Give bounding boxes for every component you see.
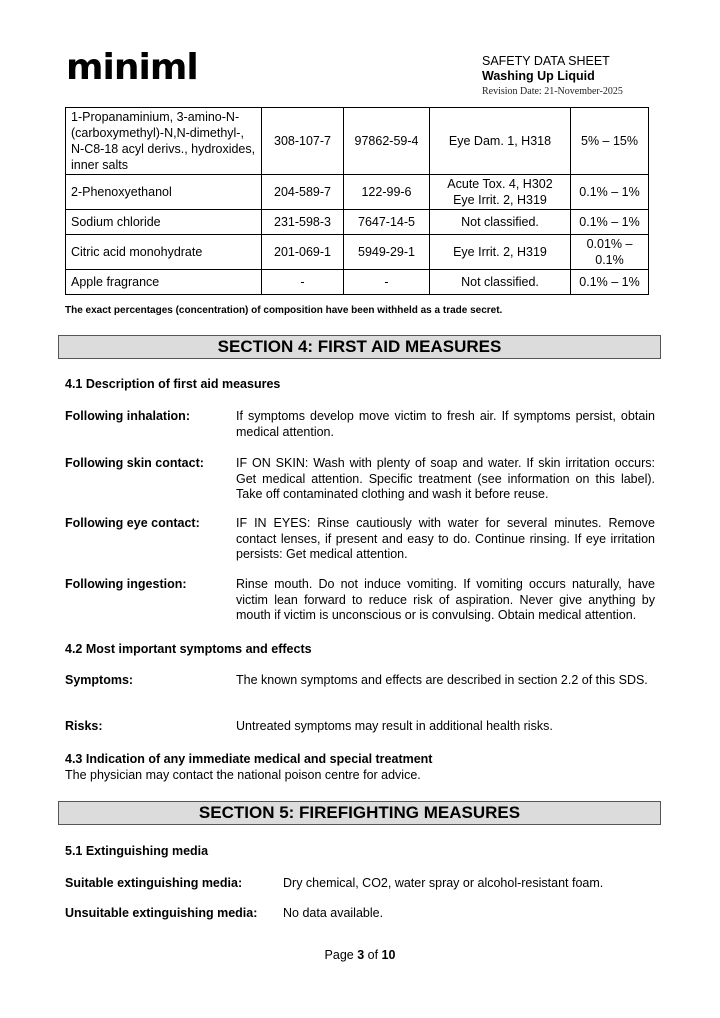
table-row [66, 210, 649, 235]
product-name: Washing Up Liquid [482, 69, 595, 83]
table-row [66, 175, 649, 210]
cas-number: 97862-59-4 [344, 108, 430, 175]
symptoms-text: The known symptoms and effects are described in section 2.2 of this SDS. [236, 673, 648, 687]
table-row [66, 270, 649, 295]
subsection-4-2-heading: 4.2 Most important symptoms and effects [65, 642, 312, 656]
composition-note: The exact percentages (concentration) of composition have been withheld as a trade secret. [65, 305, 503, 316]
section-4-heading: SECTION 4: FIRST AID MEASURES [58, 335, 661, 359]
eye-contact-label: Following eye contact: [65, 516, 200, 530]
classification: Acute Tox. 4, H302 Eye Irrit. 2, H319 [430, 175, 571, 210]
ec-number: 204-589-7 [262, 175, 344, 210]
unsuitable-media-label: Unsuitable extinguishing media: [65, 906, 258, 920]
classification: Not classified. [430, 210, 571, 235]
ec-number: 231-598-3 [262, 210, 344, 235]
brand-logo: miniml [66, 47, 198, 88]
page-total: 10 [381, 948, 396, 962]
cas-number: - [344, 270, 430, 295]
section-5-heading: SECTION 5: FIREFIGHTING MEASURES [58, 801, 661, 825]
ec-number: 201-069-1 [262, 235, 344, 270]
cas-number: 5949-29-1 [344, 235, 430, 270]
risks-text: Untreated symptoms may result in additional health risks. [236, 719, 553, 733]
concentration: 5% – 15% [571, 108, 649, 175]
inhalation-label: Following inhalation: [65, 409, 190, 423]
concentration: 0.1% – 1% [571, 175, 649, 210]
unsuitable-media-text: No data available. [283, 906, 384, 920]
table-row [66, 235, 649, 270]
substance-name: 1-Propanaminium, 3-amino-N-(carboxymethyl)-N,N-dimethyl-, N-C8-18 acyl derivs., hydroxides, inner salts [66, 108, 262, 175]
ingestion-text: Rinse mouth. Do not induce vomiting. If vomiting occurs naturally, have victim lean forward to reduce risk of aspiration. Never give anything by mouth if victim is unconscious or is convulsing. Obtain medical attention. [236, 577, 655, 622]
classification: Eye Irrit. 2, H319 [430, 235, 571, 270]
classification: Not classified. [430, 270, 571, 295]
symptoms-label: Symptoms: [65, 673, 134, 687]
page-of: of [364, 948, 382, 962]
concentration: 0.01% – 0.1% [571, 235, 649, 270]
ec-number: 308-107-7 [262, 108, 344, 175]
cas-number: 7647-14-5 [344, 210, 430, 235]
substance-name: Apple fragrance [66, 270, 262, 295]
suitable-media-label: Suitable extinguishing media: [65, 876, 243, 890]
risks-label: Risks: [65, 719, 103, 733]
substance-name: 2-Phenoxyethanol [66, 175, 262, 210]
substance-name: Sodium chloride [66, 210, 262, 235]
classification: Eye Dam. 1, H318 [430, 108, 571, 175]
concentration: 0.1% – 1% [571, 210, 649, 235]
inhalation-text: If symptoms develop move victim to fresh air. If symptoms persist, obtain medical attention. [236, 409, 655, 439]
page-footer [0, 948, 720, 962]
skin-contact-label: Following skin contact: [65, 456, 204, 470]
subsection-4-3-text: The physician may contact the national poison centre for advice. [65, 768, 421, 782]
composition-table [65, 107, 649, 295]
skin-contact-text: IF ON SKIN: Wash with plenty of soap and water. If skin irritation occurs: Get medical attention. Specific treatment (see information on this label). Take off contaminated clothing and wash it before reuse. [236, 456, 655, 501]
revision-date: Revision Date: 21-November-2025 [482, 86, 623, 97]
ec-number: - [262, 270, 344, 295]
eye-contact-text: IF IN EYES: Rinse cautiously with water for several minutes. Remove contact lenses, if present and easy to do. Continue rinsing. If eye irritation persists: Get medical attention. [236, 516, 655, 561]
ingestion-label: Following ingestion: [65, 577, 187, 591]
substance-name: Citric acid monohydrate [66, 235, 262, 270]
suitable-media-text: Dry chemical, CO2, water spray or alcohol-resistant foam. [283, 876, 604, 890]
page-prefix: Page [324, 948, 358, 962]
document-header [482, 54, 712, 99]
subsection-4-3-heading: 4.3 Indication of any immediate medical and special treatment [65, 752, 433, 766]
concentration: 0.1% – 1% [571, 270, 649, 295]
doc-type: SAFETY DATA SHEET [482, 54, 610, 68]
subsection-4-1-heading: 4.1 Description of first aid measures [65, 377, 281, 391]
page-number: 3 [357, 948, 365, 962]
subsection-5-1-heading: 5.1 Extinguishing media [65, 844, 209, 858]
table-row [66, 108, 649, 175]
cas-number: 122-99-6 [344, 175, 430, 210]
